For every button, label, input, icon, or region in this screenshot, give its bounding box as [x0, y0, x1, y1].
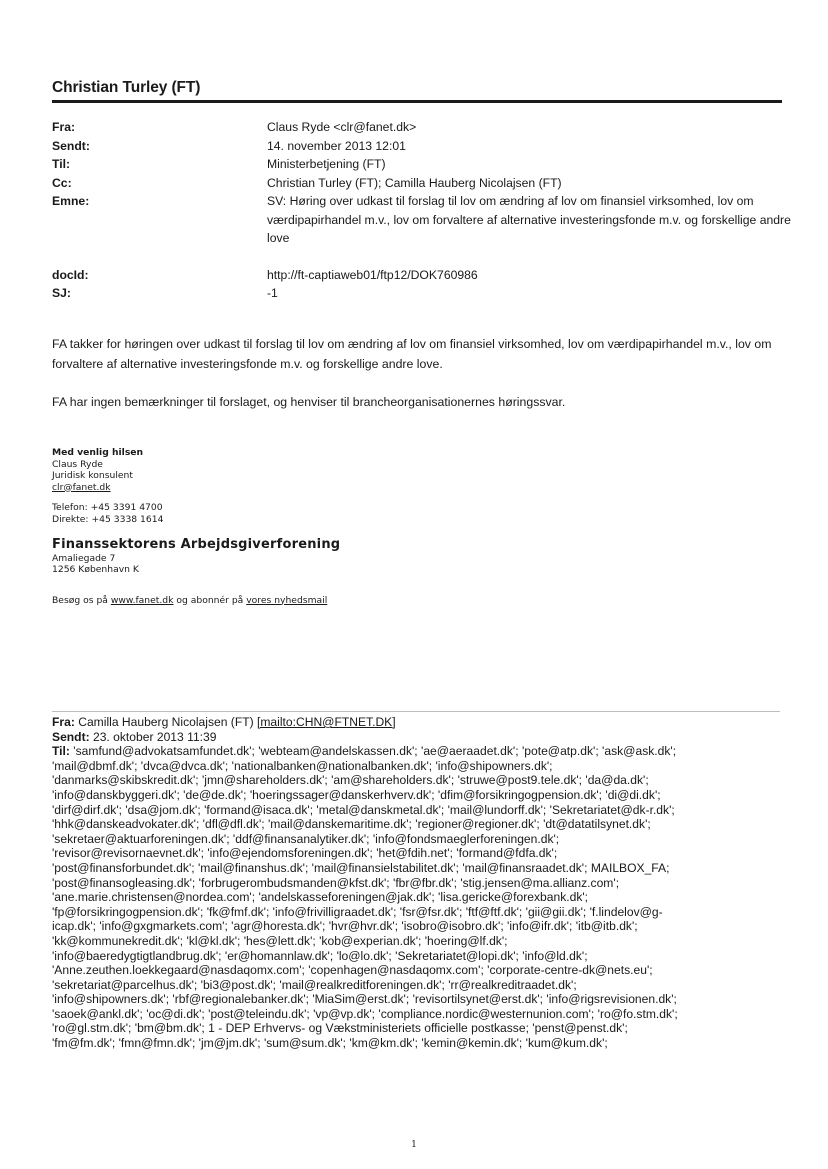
signature-name: Claus Ryde	[52, 458, 103, 470]
recipient-line: 'sekretariat@parcelhus.dk'; 'bi3@post.dk'; 'mail@realkreditforeningen.dk'; 'rr@realkreditraadet.dk';	[52, 977, 577, 992]
signature-street: Amaliegade 7	[52, 552, 116, 564]
recipient-line: 'info@danskbyggeri.dk'; 'de@de.dk'; 'hoeringssager@danskerhverv.dk'; 'dfim@forsikringogpension.dk'; 'di@di.dk';	[52, 787, 661, 802]
website-link[interactable]: www.fanet.dk	[110, 594, 174, 606]
signature-city: 1256 København K	[52, 564, 139, 575]
recipient-line: icap.dk'; 'info@gxgmarkets.com'; 'agr@horesta.dk'; 'hvr@hvr.dk'; 'isobro@isobro.dk'; 'info@ifr.dk'; 'itb@itb.dk';	[52, 919, 638, 934]
header-value: Christian Turley (FT); Camilla Hauberg Nicolajsen (FT)	[267, 175, 562, 190]
recipient-line: 'Anne.zeuthen.loekkegaard@nasdaqomx.com'; 'copenhagen@nasdaqomx.com'; 'corporate-centre-dk@nets.eu';	[52, 963, 653, 978]
recipient-line: 'mail@dbmf.dk'; 'dvca@dvca.dk'; 'nationalbanken@nationalbanken.dk'; 'info@shipowners.dk';	[52, 758, 553, 773]
signature-organization: Finanssektorens Arbejdsgiverforening	[52, 537, 341, 552]
recipient-line: 'danmarks@skibskredit.dk'; 'jmn@shareholders.dk'; 'am@shareholders.dk'; 'struwe@post9.tele.dk'; 'da@da.dk';	[52, 773, 649, 788]
recipient-line: 'revisor@revisornaevnet.dk'; 'info@ejendomsforeningen.dk'; 'het@fdih.net'; 'formand@fdfa.dk';	[52, 846, 558, 861]
header-label: SJ:	[52, 286, 71, 300]
header-label: Til:	[52, 157, 71, 171]
signature-title: Juridisk konsulent	[52, 470, 133, 481]
recipient-line: 'kk@kommunekredit.dk'; 'kl@kl.dk'; 'hes@lett.dk'; 'kob@experian.dk'; 'hoering@lf.dk';	[52, 933, 508, 948]
header-label: Emne:	[52, 194, 90, 208]
header-value: SV: Høring over udkast til forslag til lov om ændring af lov om finansiel virksomhed, lov om værdipapirhandel m.v., lov om forvaltere af alternative investeringsfonde m.v. og forskellige andre love	[267, 194, 791, 245]
header-row-sent	[52, 137, 792, 156]
page-number: 1	[411, 1140, 417, 1150]
recipient-line: 'info@baeredygtigtlandbrug.dk'; 'er@homannlaw.dk'; 'lo@lo.dk'; 'Sekretariatet@lopi.dk'; 'info@ld.dk';	[52, 948, 588, 963]
forwarded-sent-line: Sendt: 23. oktober 2013 11:39	[52, 729, 217, 744]
header-label: Fra:	[52, 120, 76, 134]
header-row-to	[52, 155, 792, 174]
recipient-line: 'ro@gl.stm.dk'; 'bm@bm.dk'; 1 - DEP Erhvervs- og Vækstministeriets officielle postkasse; 'penst@penst.dk';	[52, 1021, 628, 1036]
header-row-subject	[52, 192, 792, 248]
signature-phone: Telefon: +45 3391 4700	[52, 502, 163, 513]
header-row-docid	[52, 266, 792, 285]
forwarded-message-header	[52, 715, 792, 1051]
header-label: docId:	[52, 267, 89, 282]
body-paragraph: FA takker for høringen over udkast til forslag til lov om ændring af lov om finansiel virksomhed, lov om værdipapirhandel m.v., lov om forvaltere af alternative investeringsfonde m.v. og forskellige andre love.	[52, 337, 772, 371]
recipient-line: 'post@finansforbundet.dk'; 'mail@finanshus.dk'; 'mail@finansielstabilitet.dk'; 'mail@finansraadet.dk'; MAILBOX_FA;	[52, 860, 670, 875]
header-label: Cc:	[52, 175, 72, 190]
header-label: Sendt:	[52, 138, 90, 153]
signature-direct-phone: Direkte: +45 3338 1614	[52, 513, 164, 525]
recipient-line: 'fp@forsikringogpension.dk'; 'fk@fmf.dk'; 'info@frivilligraadet.dk'; 'fsr@fsr.dk'; 'ftf@ftf.dk'; 'gii@gii.dk'; 'f.lindelov@g-	[52, 904, 663, 919]
recipient-line: 'post@finansogleasing.dk'; 'forbrugerombudsmanden@kfst.dk'; 'fbr@fbr.dk'; 'stig.jensen@ma.allianz.com';	[52, 875, 620, 890]
email-signature	[52, 447, 552, 606]
message-separator	[52, 711, 780, 712]
signature-greeting: Med venlig hilsen	[52, 447, 144, 458]
email-header	[52, 118, 792, 303]
recipient-line: 'fm@fm.dk'; 'fmn@fmn.dk'; 'jm@jm.dk'; 'sum@sum.dk'; 'km@km.dk'; 'kemin@kemin.dk'; 'kum@kum.dk';	[52, 1036, 608, 1051]
body-paragraph: FA har ingen bemærkninger til forslaget, og henviser til brancheorganisationernes høringssvar.	[52, 395, 566, 409]
header-row-cc	[52, 174, 792, 193]
signature-visit-line: Besøg os på www.fanet.dk og abonnér på vores nyhedsmail	[52, 594, 328, 606]
recipient-line: 'ane.marie.christensen@nordea.com'; 'andelskasseforeningen@jak.dk'; 'lisa.gericke@forexbank.dk';	[52, 890, 589, 905]
recipient-line: 'hhk@danskeadvokater.dk'; 'dfl@dfl.dk'; 'mail@danskemaritime.dk'; 'regioner@regioner.dk'; 'dt@datatilsynet.dk';	[52, 817, 651, 832]
recipient-line: 'info@shipowners.dk'; 'rbf@regionalebanker.dk'; 'MiaSim@erst.dk'; 'revisortilsynet@erst.dk'; 'info@rigsrevisionen.dk';	[52, 992, 677, 1007]
newsletter-link[interactable]: vores nyhedsmail	[246, 594, 328, 606]
header-value: http://ft-captiaweb01/ftp12/DOK760986	[267, 267, 478, 282]
header-value: Ministerbetjening (FT)	[267, 157, 386, 171]
signature-email-link[interactable]: clr@fanet.dk	[52, 481, 111, 493]
recipient-line: 'saoek@ankl.dk'; 'oc@di.dk'; 'post@teleindu.dk'; 'vp@vp.dk'; 'compliance.nordic@westernunion.com'; 'ro@fo.stm.dk';	[52, 1006, 678, 1021]
forwarded-to-line: Til: 'samfund@advokatsamfundet.dk'; 'webteam@andelskassen.dk'; 'ae@aeraadet.dk'; 'pote@atp.dk'; 'ask@ask.dk';	[52, 744, 677, 759]
header-row-sj	[52, 284, 792, 303]
recipient-line: 'dirf@dirf.dk'; 'dsa@jom.dk'; 'formand@isaca.dk'; 'metal@danskmetal.dk'; 'mail@lundorff.dk'; 'Sekretariatet@dk-r.dk';	[52, 802, 675, 817]
document-owner-heading: Christian Turley (FT)	[52, 79, 782, 103]
header-value: Claus Ryde <clr@fanet.dk>	[267, 120, 417, 134]
mailto-link[interactable]: [mailto:CHN@FTNET.DK]	[257, 715, 396, 729]
forwarded-from-line: Fra: Camilla Hauberg Nicolajsen (FT) [mailto:CHN@FTNET.DK]	[52, 715, 396, 729]
header-value: -1	[267, 286, 278, 300]
email-body	[52, 334, 792, 430]
recipient-line: 'sekretaer@aktuarforeningen.dk'; 'ddf@finansanalytiker.dk'; 'info@fondsmaeglerforeningen.dk';	[52, 831, 560, 846]
header-value: 14. november 2013 12:01	[267, 138, 406, 153]
header-row-from	[52, 118, 792, 137]
